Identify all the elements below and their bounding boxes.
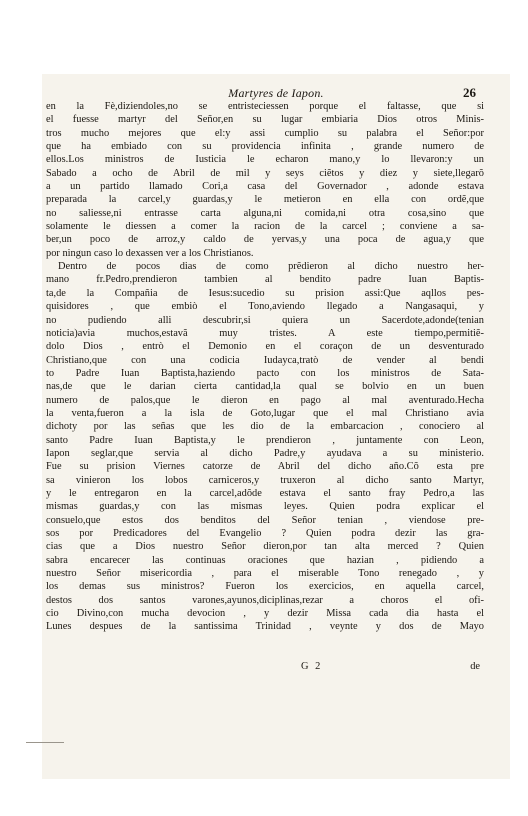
text-line: quisidores , que embiò el Tono,aviendo llegado a Nangasaqui, y bbox=[46, 301, 484, 313]
text-line: Lunes despues de la santissima Trinidad , veynte y dos de Mayo bbox=[46, 621, 484, 633]
scan-edge-mark bbox=[26, 742, 64, 743]
text-line: en la Fè,diziendoles,no se entristeciessen porque el faltasse, que si bbox=[46, 101, 484, 112]
text-line: sa vinieron los lobos carniceros,y truxeron al dicho santo Martyr, bbox=[46, 474, 484, 486]
text-line: ber,un poco de arroz,y caldo de yervas,y una poca de agua,y que bbox=[46, 234, 484, 246]
catchword: de bbox=[470, 661, 480, 672]
text-line: mismas guardas,y con las mismas leyes. Quien podra explicar el bbox=[46, 501, 484, 513]
text-line: preparada la carcel,y guardas,y le metieron en ella con ordẽ,que bbox=[46, 194, 484, 206]
paragraph-start-line: Dentro de pocos dias de como prẽdieron al dicho nuestro her- bbox=[58, 261, 484, 273]
text-line: no pudiendo alli descubrir,si quiera un Sacerdote,adonde(tenian bbox=[46, 314, 484, 326]
text-line: to Padre Iuan Baptista,haziendo pacto con los ministros de Sata- bbox=[46, 367, 484, 379]
text-line: sos por Predicadores del Evangelio ? Quien podra dezir las gra- bbox=[46, 528, 484, 539]
text-line: los demas sus ministros? Fueron los exercicios, en aquella carcel, bbox=[46, 581, 484, 593]
text-line: santo Padre Iuan Baptista,y le prendieron , juntamente con Leon, bbox=[46, 434, 484, 446]
text-line: cio Divino,con mucha devocion , y dezir Missa cada dia hasta el bbox=[46, 608, 484, 620]
text-line: Iapon seglar,que servia al dicho Padre,y ayudava a su ministerio. bbox=[46, 447, 484, 459]
text-line: a un partido llamado Cori,a casa del Governador , adonde estava bbox=[46, 181, 484, 193]
paragraph-end-line: por ningun caso lo dexassen ver a los Christianos. bbox=[46, 247, 254, 259]
page-footer bbox=[46, 661, 484, 675]
text-line: Christiano,que con una codicia Iudayca,tratò de vender al bendi bbox=[46, 354, 484, 366]
text-line: ellos.Los ministros de Iusticia le echaron mano,y lo llevaron:y un bbox=[46, 154, 484, 166]
text-line: tros mucho mejores que el:y assi cumplio su palabra el Señor:por bbox=[46, 127, 484, 139]
text-line: dolo Dios , entrò el Demonio en el coraçon de un desventurado bbox=[46, 341, 484, 353]
text-line: numero de palos,que le dieron en pago al mal aventurado.Hecha bbox=[46, 394, 484, 406]
text-line: nuestro Señor misericordia , para el miserable Tono renegado , y bbox=[46, 568, 484, 580]
text-line: solamente le diessen a comer la racion de la carcel ; conviene a sa- bbox=[46, 221, 484, 233]
text-line: Fue su prision Viernes catorze de Abril del dicho año.Cõ esta pre bbox=[46, 461, 484, 473]
text-line: destos dos santos varones,ayunos,diciplinas,rezar a choros el ofi- bbox=[46, 594, 484, 606]
text-line: el fuesse martyr del Señor,en su lugar embiaria Dios otros Minis- bbox=[46, 114, 484, 126]
text-line: cias que a Dios nuestro Señor dieron,por tan alta merced ? Quien bbox=[46, 541, 484, 553]
text-line: ta,de la Compañia de Iesus:sucedio su prision assi:Que aqllos pes- bbox=[46, 287, 484, 299]
text-line: Sabado a ocho de Abril de mil y seys ciẽtos y diez y siete,llegarõ bbox=[46, 167, 484, 179]
page-number: 26 bbox=[463, 85, 476, 100]
text-line: no saliesse,ni entrasse carta alguna,ni comida,ni otra cosa,sino que bbox=[46, 207, 484, 219]
text-line: noticia)avia muchos,estavã muy tristes. A este tiempo,permitiẽ- bbox=[46, 327, 484, 339]
text-line: nas,de que le darian cierta cantidad,la qual se bolvio en un buen bbox=[46, 381, 484, 393]
body-text bbox=[46, 100, 484, 634]
text-line: la venta,fueron a la isla de Goto,lugar que el mal Christiano avia bbox=[46, 407, 484, 419]
text-line: dichoty por las señas que les dio de la embarcacion , conociero al bbox=[46, 421, 484, 433]
text-line: sabra encarecer las continuas oraciones que hazian , pidiendo a bbox=[46, 554, 484, 566]
signature-mark: G 2 bbox=[301, 661, 323, 672]
text-line: mano fr.Pedro,prendieron tambien al bendito padre Iuan Baptis- bbox=[46, 274, 484, 286]
text-line: consuelo,que estos dos benditos del Señor tenian , viendose pre- bbox=[46, 514, 484, 526]
text-line: y le entregaron en la carcel,adõde estava el santo fray Pedro,a las bbox=[46, 487, 484, 499]
text-line: que ha embiado con su providencia infinita , grande numero de bbox=[46, 141, 484, 153]
running-title: Martyres de Iapon. bbox=[228, 86, 324, 100]
